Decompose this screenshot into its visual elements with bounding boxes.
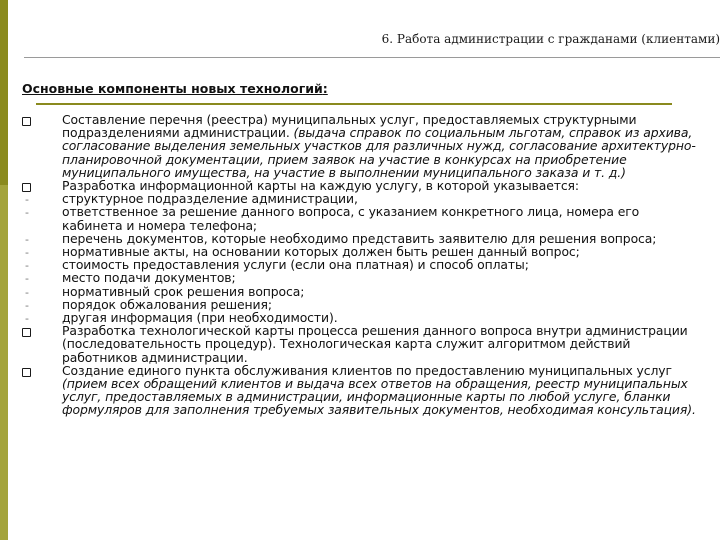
item-text: структурное подразделение администрации,: [62, 191, 358, 207]
list-item: [0, 364, 696, 417]
item-text: нормативные акты, на основании которых должен быть решен данный вопрос;: [62, 244, 580, 260]
item-text: нормативный срок решения вопроса;: [62, 283, 305, 299]
item-text: Создание единого пункта обслуживания клиентов по предоставлению муниципальных услуг: [62, 362, 672, 378]
item-text: Составление перечня (реестра) муниципальных услуг, предоставляемых структурными подразделениями администрации.: [62, 112, 637, 141]
bullet-list: [0, 113, 720, 417]
list-item: [0, 324, 696, 364]
dash-bullet-icon: -: [25, 193, 29, 207]
square-bullet-icon: [22, 117, 31, 126]
item-text: другая информация (при необходимости).: [62, 310, 338, 326]
item-text: Разработка информационной карты на каждую услугу, в которой указывается:: [62, 178, 579, 194]
item-note: (прием всех обращений клиентов и выдача всех ответов на обращения, реестр муниципальных услуг, предоставляемых в администрации, информационные карты по любой услуге, бланки формуляров для заполнения требуемых заявительных документов, необходимая консультация).: [62, 376, 696, 418]
section-title: 6. Работа администрации с гражданами (клиентами): [381, 32, 720, 46]
dash-bullet-icon: -: [25, 298, 29, 312]
dash-bullet-icon: -: [25, 206, 29, 220]
list-item: [0, 113, 696, 179]
dash-bullet-icon: -: [25, 285, 29, 299]
dash-bullet-icon: -: [25, 272, 29, 286]
square-bullet-icon: [22, 328, 31, 337]
header-divider: [24, 57, 720, 58]
square-bullet-icon: [22, 368, 31, 377]
title-divider: [36, 103, 672, 105]
item-text: стоимость предоставления услуги (если она платная) и способ оплаты;: [62, 257, 529, 273]
item-text: ответственное за решение данного вопроса, с указанием конкретного лица, номера его кабинета и номера телефона;: [62, 204, 640, 233]
square-bullet-icon: [22, 183, 31, 192]
dash-bullet-icon: -: [25, 246, 29, 260]
page-title-text: Основные компоненты новых технологий: [22, 81, 323, 96]
page-title: [22, 81, 328, 96]
item-text: порядок обжалования решения;: [62, 296, 272, 312]
dash-bullet-icon: -: [25, 232, 29, 246]
list-item: [0, 205, 696, 231]
item-text: Разработка технологической карты процесса решения данного вопроса внутри администрации (последовательность процедур). Технологическая карта служит алгоритмом действий работников администрации.: [62, 323, 688, 365]
item-text: перечень документов, которые необходимо представить заявителю для решения вопроса;: [62, 230, 657, 246]
page-title-colon: :: [322, 81, 328, 96]
dash-bullet-icon: -: [25, 312, 29, 326]
page-header: [200, 28, 720, 47]
item-note: (выдача справок по социальным льготам, справок из архива, согласование выделения земельных участков для различных нужд, согласование архитектурно-планировочной документации, прием заявок на участие в конкурсах на приобретение муниципального имущества, на участие в выполнении муниципального заказа и т. д.): [62, 125, 696, 180]
dash-bullet-icon: -: [25, 259, 29, 273]
item-text: место подачи документов;: [62, 270, 236, 286]
